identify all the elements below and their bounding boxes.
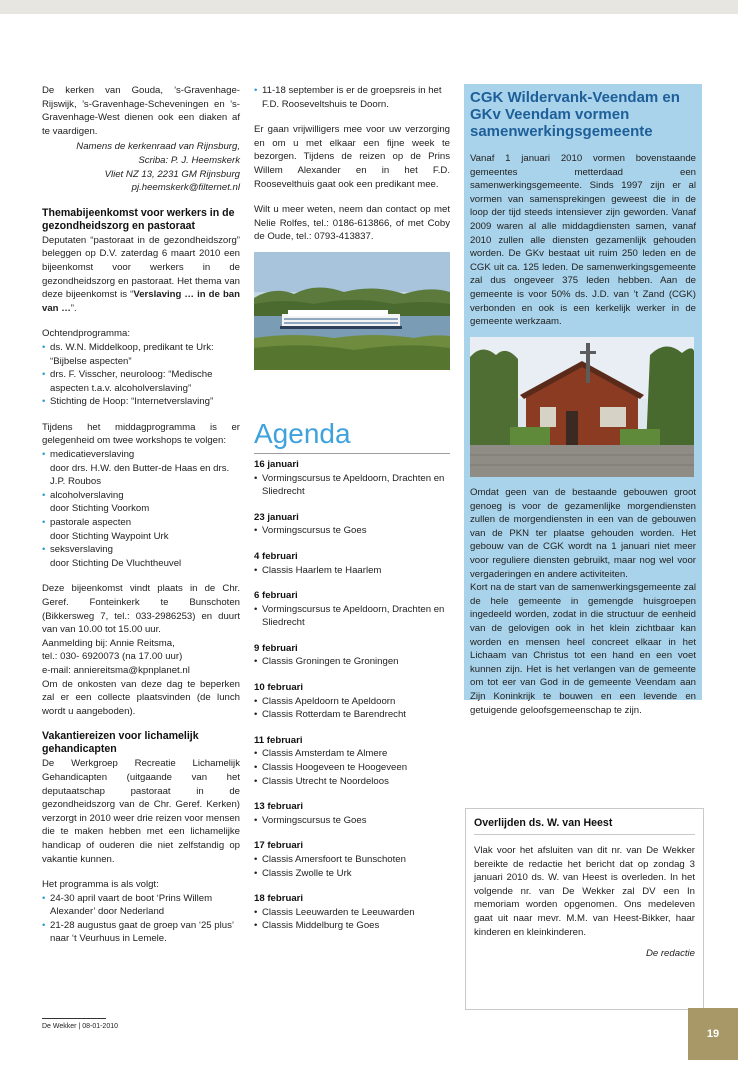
text-run: Deputaten “pastoraat in de gezondheidszorg” beleggen op D.V. zaterdag 6 maart 2010 een bijeenkomst voor werkers in de gezondheidszorg en pastoraat. Het thema van deze bijeenkomst is “ — [42, 234, 240, 301]
agenda-date: 6 februari — [254, 590, 298, 602]
text-run: ”. — [70, 302, 77, 314]
agenda-event: • Classis Rotterdam te Barendrecht — [254, 708, 450, 722]
signature-email: pj.heemskerk@filternet.nl — [131, 182, 240, 194]
item-main: Stichting de Hoop: “Internetverslaving” — [50, 396, 214, 408]
location-block — [42, 582, 240, 718]
item-main: ds. W.N. Middelkoop, predikant te Urk: — [50, 341, 214, 353]
list-item — [42, 543, 240, 570]
agenda-event: • Vormingscursus te Apeldoorn, Drachten en Sliedrecht — [254, 472, 450, 499]
agenda-event: • Vormingscursus te Goes — [254, 524, 450, 538]
agenda-heading: Agenda — [254, 418, 450, 454]
page-number: 19 — [688, 1008, 738, 1060]
agenda-events — [254, 564, 450, 578]
signature-line: Vliet NZ 13, 2231 GM Rijnsburg — [104, 168, 240, 180]
morning-program — [42, 327, 240, 409]
column-middle — [254, 84, 450, 945]
agenda-item — [254, 734, 450, 788]
list-item — [42, 395, 240, 409]
item-main: seksverslaving — [50, 544, 113, 556]
agenda-item — [254, 642, 450, 669]
item-sub: door drs. H.W. den Butter-de Haas en drs. J.P. Roubos — [50, 462, 230, 488]
top-band — [0, 0, 738, 14]
item-sub: door Stichting De Vluchtheuvel — [50, 557, 182, 569]
item-main: medicatieverslaving — [50, 449, 135, 461]
agenda-date: 17 februari — [254, 840, 304, 852]
footer-text: De Wekker | 08-01-2010 — [42, 1023, 119, 1030]
obituary-signoff: De redactie — [645, 948, 695, 960]
contact-email: e-mail: anniereitsma@kpnplanet.nl — [42, 664, 190, 676]
item-main: alcoholverslaving — [50, 489, 124, 501]
section-title-vakantiereizen: Vakantiereizen voor lichamelijk gehandicapten — [42, 730, 199, 756]
agenda-event: • Classis Haarlem te Haarlem — [254, 564, 450, 578]
agenda-event: • Classis Utrecht te Noordeloos — [254, 775, 450, 789]
agenda-event: • Classis Zwolle te Urk — [254, 867, 450, 881]
agenda-item — [254, 839, 450, 880]
agenda-date: 4 februari — [254, 550, 298, 562]
list-item: • 24-30 april vaart de boot ‘Prins Willem Alexander’ door Nederland — [42, 892, 240, 919]
obituary-text: Vlak voor het afsluiten van dit nr. van De Wekker bereikte de redactie het bericht dat op zondag 3 januari 2010 ds. W. van Heest is overleden. In het volgende nr. van De Wekker zal DV een In memoriam worden opgenomen. Ons medeleven gaat uit naar mevr. M.M. van Heest-Bikker, haar kinderen en kleinkinderen. — [474, 845, 695, 938]
list-item — [42, 516, 240, 543]
agenda-event: • Classis Apeldoorn te Apeldoorn — [254, 695, 450, 709]
agenda-item — [254, 892, 450, 933]
list-item: • 11-18 september is er de groepsreis in het F.D. Rooseveltshuis te Doorn. — [254, 84, 450, 111]
agenda-date: 10 februari — [254, 682, 304, 694]
riverboat-photo — [254, 252, 450, 370]
theme-bold: Verslaving … in de ban van … — [42, 289, 240, 314]
agenda-event: • Classis Amsterdam te Almere — [254, 747, 450, 761]
agenda-event: • Classis Groningen te Groningen — [254, 655, 450, 669]
signature-line: Scriba: P. J. Heemskerk — [138, 154, 240, 166]
workshop-list — [42, 448, 240, 570]
morning-label: Ochtendprogramma: — [42, 328, 130, 340]
agenda-item — [254, 589, 450, 630]
list-item: • 21-28 augustus gaat de groep van ‘25 plus’ naar ‘t Veurhuus in Lemele. — [42, 919, 240, 946]
list-item — [42, 341, 240, 368]
program-list — [42, 892, 240, 946]
church-photo — [470, 337, 694, 477]
footer-rule — [42, 1018, 106, 1019]
trip-list — [254, 84, 450, 111]
section-title-themabijeenkomst: Themabijeenkomst voor werkers in de gezondheidszorg en pastoraat — [42, 206, 235, 232]
list-item — [42, 448, 240, 489]
morning-list — [42, 341, 240, 409]
agenda-date: 23 januari — [254, 511, 299, 523]
agenda-events — [254, 814, 450, 828]
box-lower-text — [470, 486, 696, 717]
obituary-title: Overlijden ds. W. van Heest — [474, 817, 695, 835]
item-main: drs. F. Visscher, neuroloog: “Medische — [50, 369, 213, 381]
agenda-item — [254, 800, 450, 827]
item-sub: aspecten t.a.v. alcoholverslaving” — [50, 382, 192, 394]
column-left — [42, 84, 240, 946]
intro-paragraph: De kerken van Gouda, ’s-Gravenhage-Rijswijk, ’s-Gravenhage-Scheveningen en ’s-Gravenhage-West dienen ook een diaken af te vaardigen. — [42, 85, 240, 137]
agenda-event: • Classis Leeuwarden te Leeuwarden — [254, 906, 450, 920]
box-paragraph-3: Kort na de start van de samenwerkingsgemeente zal de hele gemeente in gemengde huisgroepen ingedeeld worden, zodat in die structuur de eenheid van de gelovigen ook in het klein zichtbaar kan worden en mensen heel concreet elkaar in het Lichaam van Christus tot een hand en een voet kunnen zijn. Het is het verlangen van de gemeente om tot eer van God in de gemeente Veendam aan Zijn Koninkrijk te bouwen en een levende en getuigende geloofsgemeenschap te zijn. — [470, 582, 696, 716]
agenda-events — [254, 655, 450, 669]
item-sub: door Stichting Waypoint Urk — [50, 530, 169, 542]
box-paragraph-1: Vanaf 1 januari 2010 vormen bovenstaande gemeentes metterdaad een samenwerkingsgemeente. Sinds 1997 zijn er al vormen van samensprekingen geweest die in de loop der tijd steeds intensiever zijn geworden. Vanaf 2009 waren al alle middagdiensten samen, vanaf 2010 zullen alle diensten gezamenlijk gehouden worden. De GKv bestaat uit ruim 250 leden en de CGK uit ca. 125 leden. De samenwerkingsgemeente zal dus ongeveer 375 leden hebben. Aan de gemeente is voor 50% ds. J.D. van ’t Zand (CGK) verbonden en ook is een kerkelijk werker in de gemeente werkzaam. — [470, 153, 696, 328]
box-title: CGK Wildervank-Veendam en GKv Veendam vormen samenwerkingsgemeente — [470, 89, 680, 140]
agenda-event: • Classis Hoogeveen te Hoogeveen — [254, 761, 450, 775]
volunteers-paragraph: Er gaan vrijwilligers mee voor uw verzorging en om u met elkaar een fijne week te bezorgen. Tijdens de reizen op de Prins Willem Alexander en in het F.D. Roosevelthuis gaat ook een predikant mee. — [254, 124, 450, 190]
agenda-item — [254, 511, 450, 538]
vakantiereizen-paragraph: De Werkgroep Recreatie Lichamelijk Gehandicapten (uitgaande van het deputaatschap pastoraat in de gezondheidszorg van de Chr. Geref. Kerken) verzorgt in 2010 weer drie reizen voor mensen die te maken hebben met een lichamelijke handicap of ouderen die niet zelfstandig op vakantie kunnen. — [42, 758, 240, 865]
afternoon-program — [42, 421, 240, 571]
item-sub: “Bijbelse aspecten” — [50, 355, 132, 367]
agenda-event: • Vormingscursus te Goes — [254, 814, 450, 828]
agenda-date: 13 februari — [254, 801, 304, 813]
agenda-events — [254, 695, 450, 722]
contact-line: tel.: 030- 6920073 (na 17.00 uur) — [42, 651, 183, 663]
agenda-events — [254, 906, 450, 933]
contact-line: Aanmelding bij: Annie Reitsma, — [42, 637, 175, 649]
agenda-events — [254, 603, 450, 630]
list-item — [42, 489, 240, 516]
agenda-date: 16 januari — [254, 458, 299, 470]
agenda-event: • Classis Middelburg te Goes — [254, 919, 450, 933]
afternoon-intro: Tijdens het middagprogramma is er gelegenheid om twee workshops te volgen: — [42, 421, 240, 447]
agenda-events — [254, 747, 450, 788]
agenda-event: • Classis Amersfoort te Bunschoten — [254, 853, 450, 867]
agenda-events — [254, 853, 450, 880]
themabijeenkomst-paragraph — [42, 234, 240, 316]
agenda-event: • Vormingscursus te Apeldoorn, Drachten en Sliedrecht — [254, 603, 450, 630]
costs-text: Om de onkosten van deze dag te beperken zal er een collecte plaatsvinden (de lunch wordt u aangeboden). — [42, 678, 240, 717]
box-paragraph-2: Omdat geen van de bestaande gebouwen groot genoeg is voor de gezamenlijke morgendiensten zullen de morgendiensten in een van de gebouwen van de PKN ter plaatse gehouden worden. Het gebouw van de CGK wordt na 1 januari niet meer voor reguliere diensten gebruikt, maar nog wel voor vergaderingen en andere activiteiten. — [470, 487, 696, 580]
item-main: pastorale aspecten — [50, 517, 132, 529]
program-label: Het programma is als volgt: — [42, 879, 159, 891]
location-text: Deze bijeenkomst vindt plaats in de Chr. Geref. Fonteinkerk te Bunschoten (Bikkersweg 7, tel.: 033-2986253) en duurt van van 10.00 tot 15.00 uur. — [42, 583, 240, 636]
agenda-date: 11 februari — [254, 734, 303, 746]
agenda-events — [254, 472, 450, 499]
obituary-box — [465, 808, 704, 1010]
agenda-item — [254, 550, 450, 577]
agenda-date: 9 februari — [254, 642, 298, 654]
signature-block — [42, 140, 240, 194]
contact-paragraph: Wilt u meer weten, neem dan contact op met Nelie Rolfes, tel.: 0186-613866, of met Coby de Oude, tel.: 0793-413837. — [254, 204, 450, 243]
list-item — [42, 368, 240, 395]
agenda-events — [254, 524, 450, 538]
agenda-item — [254, 458, 450, 499]
item-sub: door Stichting Voorkom — [50, 503, 150, 515]
agenda-date: 18 februari — [254, 893, 304, 905]
agenda-item — [254, 681, 450, 722]
signature-line: Namens de kerkenraad van Rijnsburg, — [76, 141, 240, 153]
